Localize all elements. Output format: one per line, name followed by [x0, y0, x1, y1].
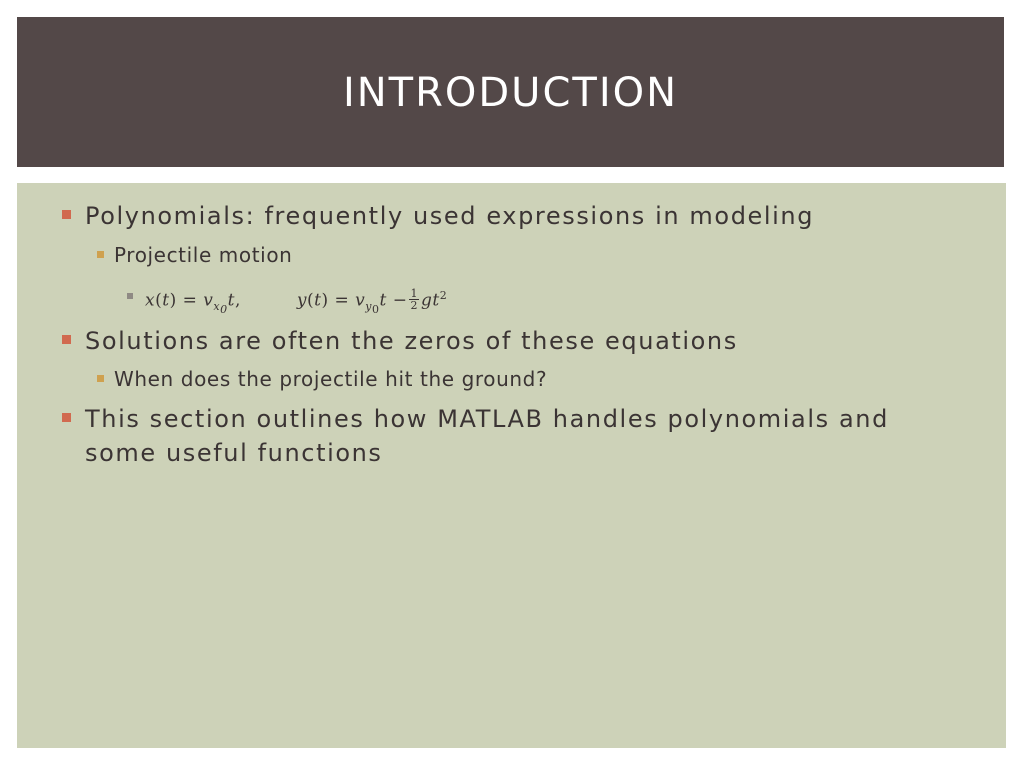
- projectile-equations: $x(t) = v_{x_0}t$, $y(t) = v_{y_0}t$ − $\frac{1}{2}$ $gt^2$: [145, 286, 448, 317]
- sub-bullet-item: [97, 367, 547, 391]
- title-band: [17, 17, 1004, 167]
- sub-bullet-text: Projectile motion: [114, 243, 293, 267]
- bullet-item: [62, 324, 738, 358]
- bullet-text: Polynomials: frequently used expressions in modeling: [85, 202, 815, 230]
- equation-item: [127, 284, 447, 322]
- bullet-marker-icon: [62, 335, 71, 344]
- bullet-item: [62, 199, 814, 233]
- sub-bullet-marker-icon: [97, 375, 104, 382]
- bullet-list: [17, 183, 1006, 748]
- sub-bullet-marker-icon: [97, 251, 104, 258]
- bullet-text: Solutions are often the zeros of these equations: [85, 327, 738, 355]
- sub-bullet-item: [97, 243, 292, 267]
- content-panel: [17, 183, 1006, 748]
- bullet-item: [62, 402, 942, 470]
- slide-title: INTRODUCTION: [342, 70, 679, 116]
- sub-bullet-text: When does the projectile hit the ground?: [114, 367, 548, 391]
- bullet-text: This section outlines how MATLAB handles polynomials and some useful functions: [85, 405, 889, 467]
- bullet-marker-icon: [62, 413, 71, 422]
- sub-sub-bullet-marker-icon: [127, 293, 133, 299]
- bullet-marker-icon: [62, 210, 71, 219]
